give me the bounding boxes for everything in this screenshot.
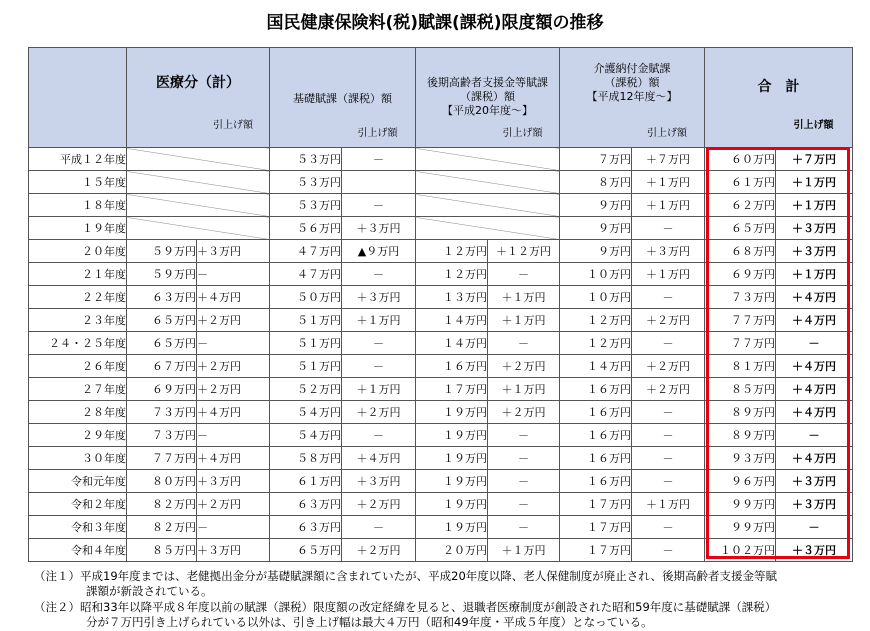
total-raise-cell: ＋１万円: [776, 263, 853, 286]
basic-amount-cell: ５１万円: [270, 309, 342, 332]
header-total-label: 合 計: [757, 79, 800, 95]
medical-raise-cell: ＋２万円: [197, 355, 270, 378]
table-row: [29, 447, 853, 470]
medical-raise-cell: ＋３万円: [197, 539, 270, 562]
basic-raise-cell: ＋３万円: [342, 217, 416, 240]
table-row: [29, 516, 853, 539]
medical-raise-cell: ＋２万円: [197, 493, 270, 516]
basic-raise-cell: ＋３万円: [342, 470, 416, 493]
total-raise-cell: ＋１万円: [776, 194, 853, 217]
care-raise-cell: ＋７万円: [632, 148, 705, 171]
header-care-label-1: 介護納付金賦課: [593, 62, 671, 75]
table-row: [29, 378, 853, 401]
medical-amount-cell: ７３万円: [127, 424, 197, 447]
table-row: [29, 332, 853, 355]
medical-raise-cell: －: [197, 332, 270, 355]
year-cell: 令和２年度: [29, 493, 127, 516]
table-row: [29, 539, 853, 562]
care-raise-cell: －: [632, 539, 705, 562]
total-amount-cell: ９３万円: [705, 447, 776, 470]
basic-amount-cell: ５６万円: [270, 217, 342, 240]
care-amount-cell: １６万円: [560, 401, 632, 424]
medical-empty-cell: [127, 148, 270, 171]
elderly-raise-cell: ＋１万円: [488, 378, 560, 401]
total-raise-cell: ＋７万円: [776, 148, 853, 171]
total-amount-cell: ６０万円: [705, 148, 776, 171]
care-amount-cell: ７万円: [560, 148, 632, 171]
total-amount-cell: ７７万円: [705, 332, 776, 355]
table-row: [29, 286, 853, 309]
total-amount-cell: ６１万円: [705, 171, 776, 194]
note-2-line-1: （注２）昭和33年以降平成８年度以前の賦課（課税）限度額の改定経緯を見ると、退職者医療制度が創設された昭和59年度に基礎賦課（課税）: [34, 600, 777, 614]
medical-raise-cell: ＋３万円: [197, 240, 270, 263]
care-amount-cell: ９万円: [560, 240, 632, 263]
basic-amount-cell: ４７万円: [270, 240, 342, 263]
year-cell: １８年度: [29, 194, 127, 217]
basic-raise-cell: －: [342, 194, 416, 217]
care-raise-cell: －: [632, 424, 705, 447]
year-cell: ２７年度: [29, 378, 127, 401]
header-total: [705, 48, 853, 148]
medical-amount-cell: ６３万円: [127, 286, 197, 309]
basic-raise-cell: [342, 171, 416, 194]
year-cell: ３０年度: [29, 447, 127, 470]
total-raise-cell: ＋４万円: [776, 309, 853, 332]
year-cell: ２０年度: [29, 240, 127, 263]
care-amount-cell: １７万円: [560, 516, 632, 539]
basic-raise-cell: －: [342, 424, 416, 447]
care-raise-cell: －: [632, 470, 705, 493]
year-cell: 令和４年度: [29, 539, 127, 562]
care-amount-cell: １２万円: [560, 309, 632, 332]
header-elderly-label-3: 【平成20年度～】: [442, 104, 533, 117]
total-amount-cell: ７７万円: [705, 309, 776, 332]
elderly-amount-cell: １７万円: [416, 378, 488, 401]
care-amount-cell: ８万円: [560, 171, 632, 194]
header-elderly: [416, 48, 560, 148]
total-amount-cell: ６９万円: [705, 263, 776, 286]
total-raise-cell: －: [776, 332, 853, 355]
basic-amount-cell: ６３万円: [270, 493, 342, 516]
care-raise-cell: ＋２万円: [632, 378, 705, 401]
elderly-amount-cell: １９万円: [416, 401, 488, 424]
total-raise-cell: ＋３万円: [776, 240, 853, 263]
total-raise-cell: ＋３万円: [776, 493, 853, 516]
header-basic: [270, 48, 416, 148]
care-raise-cell: ＋１万円: [632, 194, 705, 217]
basic-amount-cell: ５４万円: [270, 424, 342, 447]
header-care: [560, 48, 705, 148]
basic-raise-cell: －: [342, 263, 416, 286]
total-raise-cell: ＋３万円: [776, 470, 853, 493]
medical-amount-cell: ７３万円: [127, 401, 197, 424]
elderly-raise-cell: －: [488, 493, 560, 516]
table-row: [29, 424, 853, 447]
elderly-amount-cell: １９万円: [416, 447, 488, 470]
care-raise-cell: －: [632, 401, 705, 424]
year-cell: ２１年度: [29, 263, 127, 286]
table-row: [29, 401, 853, 424]
year-cell: 平成１２年度: [29, 148, 127, 171]
basic-raise-cell: ＋４万円: [342, 447, 416, 470]
total-amount-cell: ６５万円: [705, 217, 776, 240]
elderly-empty-cell: [416, 148, 560, 171]
total-amount-cell: ８９万円: [705, 424, 776, 447]
elderly-raise-cell: －: [488, 516, 560, 539]
elderly-empty-cell: [416, 217, 560, 240]
basic-amount-cell: ５４万円: [270, 401, 342, 424]
care-amount-cell: １６万円: [560, 378, 632, 401]
elderly-amount-cell: １９万円: [416, 424, 488, 447]
medical-amount-cell: ６５万円: [127, 309, 197, 332]
care-amount-cell: １０万円: [560, 263, 632, 286]
table-row: [29, 148, 853, 171]
header-basic-raise: 引上げ額: [357, 128, 398, 139]
basic-amount-cell: ６３万円: [270, 516, 342, 539]
basic-amount-cell: ６５万円: [270, 539, 342, 562]
care-amount-cell: １０万円: [560, 286, 632, 309]
basic-raise-cell: ＋２万円: [342, 493, 416, 516]
header-care-raise: 引上げ額: [647, 128, 687, 139]
year-cell: ２２年度: [29, 286, 127, 309]
basic-raise-cell: －: [342, 516, 416, 539]
table-row: [29, 470, 853, 493]
header-elderly-label-1: 後期高齢者支援金等賦課: [427, 76, 548, 89]
care-raise-cell: －: [632, 447, 705, 470]
header-care-label-3: 【平成12年度～】: [586, 90, 678, 103]
medical-raise-cell: ＋３万円: [197, 470, 270, 493]
table-row: [29, 263, 853, 286]
elderly-raise-cell: －: [488, 263, 560, 286]
elderly-amount-cell: １９万円: [416, 516, 488, 539]
medical-raise-cell: ＋２万円: [197, 309, 270, 332]
table-row: [29, 217, 853, 240]
total-raise-cell: ＋３万円: [776, 539, 853, 562]
total-amount-cell: ６２万円: [705, 194, 776, 217]
elderly-raise-cell: ＋１万円: [488, 539, 560, 562]
basic-raise-cell: ＋１万円: [342, 309, 416, 332]
total-raise-cell: ＋４万円: [776, 286, 853, 309]
total-amount-cell: ８９万円: [705, 401, 776, 424]
elderly-amount-cell: １６万円: [416, 355, 488, 378]
basic-amount-cell: ５１万円: [270, 332, 342, 355]
total-amount-cell: ６８万円: [705, 240, 776, 263]
care-amount-cell: １４万円: [560, 355, 632, 378]
elderly-amount-cell: １２万円: [416, 240, 488, 263]
elderly-raise-cell: －: [488, 332, 560, 355]
header-elderly-raise: 引上げ額: [502, 128, 543, 139]
total-amount-cell: ９６万円: [705, 470, 776, 493]
year-cell: ２４・２５年度: [29, 332, 127, 355]
care-amount-cell: １７万円: [560, 539, 632, 562]
basic-raise-cell: ▲９万円: [342, 240, 416, 263]
basic-amount-cell: ５３万円: [270, 194, 342, 217]
basic-raise-cell: －: [342, 148, 416, 171]
medical-raise-cell: －: [197, 516, 270, 539]
basic-raise-cell: －: [342, 332, 416, 355]
basic-amount-cell: ５１万円: [270, 355, 342, 378]
header-medical: [127, 48, 270, 148]
total-raise-cell: ＋４万円: [776, 378, 853, 401]
total-amount-cell: ８５万円: [705, 378, 776, 401]
table-row: [29, 171, 853, 194]
basic-raise-cell: ＋２万円: [342, 539, 416, 562]
medical-raise-cell: ＋４万円: [197, 447, 270, 470]
total-amount-cell: ７３万円: [705, 286, 776, 309]
total-raise-cell: ＋３万円: [776, 217, 853, 240]
care-amount-cell: １６万円: [560, 424, 632, 447]
limit-table: [28, 47, 853, 562]
medical-amount-cell: ７７万円: [127, 447, 197, 470]
elderly-raise-cell: ＋１万円: [488, 309, 560, 332]
year-cell: ２６年度: [29, 355, 127, 378]
medical-empty-cell: [127, 194, 270, 217]
care-raise-cell: ＋１万円: [632, 263, 705, 286]
header-medical-raise: 引上げ額: [213, 120, 253, 131]
year-cell: １５年度: [29, 171, 127, 194]
elderly-amount-cell: １９万円: [416, 493, 488, 516]
medical-raise-cell: ＋４万円: [197, 401, 270, 424]
care-raise-cell: －: [632, 516, 705, 539]
elderly-raise-cell: ＋２万円: [488, 401, 560, 424]
basic-amount-cell: ５０万円: [270, 286, 342, 309]
care-amount-cell: １６万円: [560, 447, 632, 470]
medical-empty-cell: [127, 171, 270, 194]
care-amount-cell: ９万円: [560, 194, 632, 217]
total-amount-cell: ８１万円: [705, 355, 776, 378]
basic-amount-cell: ５２万円: [270, 378, 342, 401]
medical-amount-cell: ８０万円: [127, 470, 197, 493]
care-raise-cell: ＋１万円: [632, 493, 705, 516]
care-raise-cell: ＋２万円: [632, 355, 705, 378]
medical-raise-cell: ＋４万円: [197, 286, 270, 309]
header-basic-label: 基礎賦課（課税）額: [293, 92, 392, 105]
medical-amount-cell: ８５万円: [127, 539, 197, 562]
header-care-label-2: （課税）額: [604, 76, 660, 89]
basic-amount-cell: ５３万円: [270, 171, 342, 194]
care-amount-cell: １６万円: [560, 470, 632, 493]
header-total-raise: 引上げ額: [793, 120, 834, 131]
elderly-empty-cell: [416, 171, 560, 194]
table-row: [29, 309, 853, 332]
total-amount-cell: １０２万円: [705, 539, 776, 562]
medical-raise-cell: ＋２万円: [197, 378, 270, 401]
year-cell: ２３年度: [29, 309, 127, 332]
basic-amount-cell: ６１万円: [270, 470, 342, 493]
year-cell: １９年度: [29, 217, 127, 240]
total-raise-cell: ＋１万円: [776, 171, 853, 194]
total-raise-cell: －: [776, 516, 853, 539]
table-row: [29, 240, 853, 263]
header-year-cell: [29, 48, 127, 148]
medical-amount-cell: ８２万円: [127, 493, 197, 516]
total-raise-cell: ＋４万円: [776, 447, 853, 470]
elderly-amount-cell: １３万円: [416, 286, 488, 309]
medical-amount-cell: ６９万円: [127, 378, 197, 401]
elderly-amount-cell: ２０万円: [416, 539, 488, 562]
elderly-raise-cell: ＋１２万円: [488, 240, 560, 263]
elderly-amount-cell: １２万円: [416, 263, 488, 286]
medical-amount-cell: ６７万円: [127, 355, 197, 378]
elderly-raise-cell: －: [488, 470, 560, 493]
basic-amount-cell: ５３万円: [270, 148, 342, 171]
year-cell: ２９年度: [29, 424, 127, 447]
total-raise-cell: ＋４万円: [776, 355, 853, 378]
care-raise-cell: －: [632, 217, 705, 240]
medical-raise-cell: －: [197, 424, 270, 447]
medical-raise-cell: －: [197, 263, 270, 286]
table-row: [29, 194, 853, 217]
basic-raise-cell: ＋２万円: [342, 401, 416, 424]
care-raise-cell: －: [632, 332, 705, 355]
medical-amount-cell: ６５万円: [127, 332, 197, 355]
header-medical-label: 医療分（計）: [156, 75, 240, 91]
medical-empty-cell: [127, 217, 270, 240]
care-amount-cell: １７万円: [560, 493, 632, 516]
total-amount-cell: ９９万円: [705, 493, 776, 516]
elderly-raise-cell: ＋２万円: [488, 355, 560, 378]
total-amount-cell: ９９万円: [705, 516, 776, 539]
care-raise-cell: ＋２万円: [632, 309, 705, 332]
care-raise-cell: ＋３万円: [632, 240, 705, 263]
medical-amount-cell: ８２万円: [127, 516, 197, 539]
table-row: [29, 493, 853, 516]
elderly-amount-cell: １９万円: [416, 470, 488, 493]
page-title: 国民健康保険料(税)賦課(課税)限度額の推移: [266, 13, 604, 33]
year-cell: 令和３年度: [29, 516, 127, 539]
basic-amount-cell: ５８万円: [270, 447, 342, 470]
total-raise-cell: ＋４万円: [776, 401, 853, 424]
elderly-amount-cell: １４万円: [416, 332, 488, 355]
note-1-line-1: （注１）平成19年度までは、老健拠出金分が基礎賦課額に含まれていたが、平成20年度以降、老人保健制度が廃止され、後期高齢者支援金等賦: [34, 569, 777, 583]
medical-amount-cell: ５９万円: [127, 240, 197, 263]
table-row: [29, 355, 853, 378]
elderly-raise-cell: －: [488, 424, 560, 447]
elderly-empty-cell: [416, 194, 560, 217]
care-raise-cell: ＋１万円: [632, 171, 705, 194]
note-2-line-2: 分が７万円引き上げられている以外は、引き上げ幅は最大４万円（昭和49年度・平成５年度）となっている。: [86, 615, 653, 629]
year-cell: 令和元年度: [29, 470, 127, 493]
total-raise-cell: －: [776, 424, 853, 447]
medical-amount-cell: ５９万円: [127, 263, 197, 286]
basic-raise-cell: －: [342, 355, 416, 378]
header-elderly-label-2: （課税）額: [460, 90, 515, 103]
elderly-raise-cell: －: [488, 447, 560, 470]
care-raise-cell: －: [632, 286, 705, 309]
elderly-amount-cell: １４万円: [416, 309, 488, 332]
basic-raise-cell: ＋１万円: [342, 378, 416, 401]
care-amount-cell: １２万円: [560, 332, 632, 355]
basic-raise-cell: ＋３万円: [342, 286, 416, 309]
note-1-line-2: 課額が新設されている。: [86, 584, 213, 598]
elderly-raise-cell: ＋１万円: [488, 286, 560, 309]
basic-amount-cell: ４７万円: [270, 263, 342, 286]
care-amount-cell: ９万円: [560, 217, 632, 240]
year-cell: ２８年度: [29, 401, 127, 424]
